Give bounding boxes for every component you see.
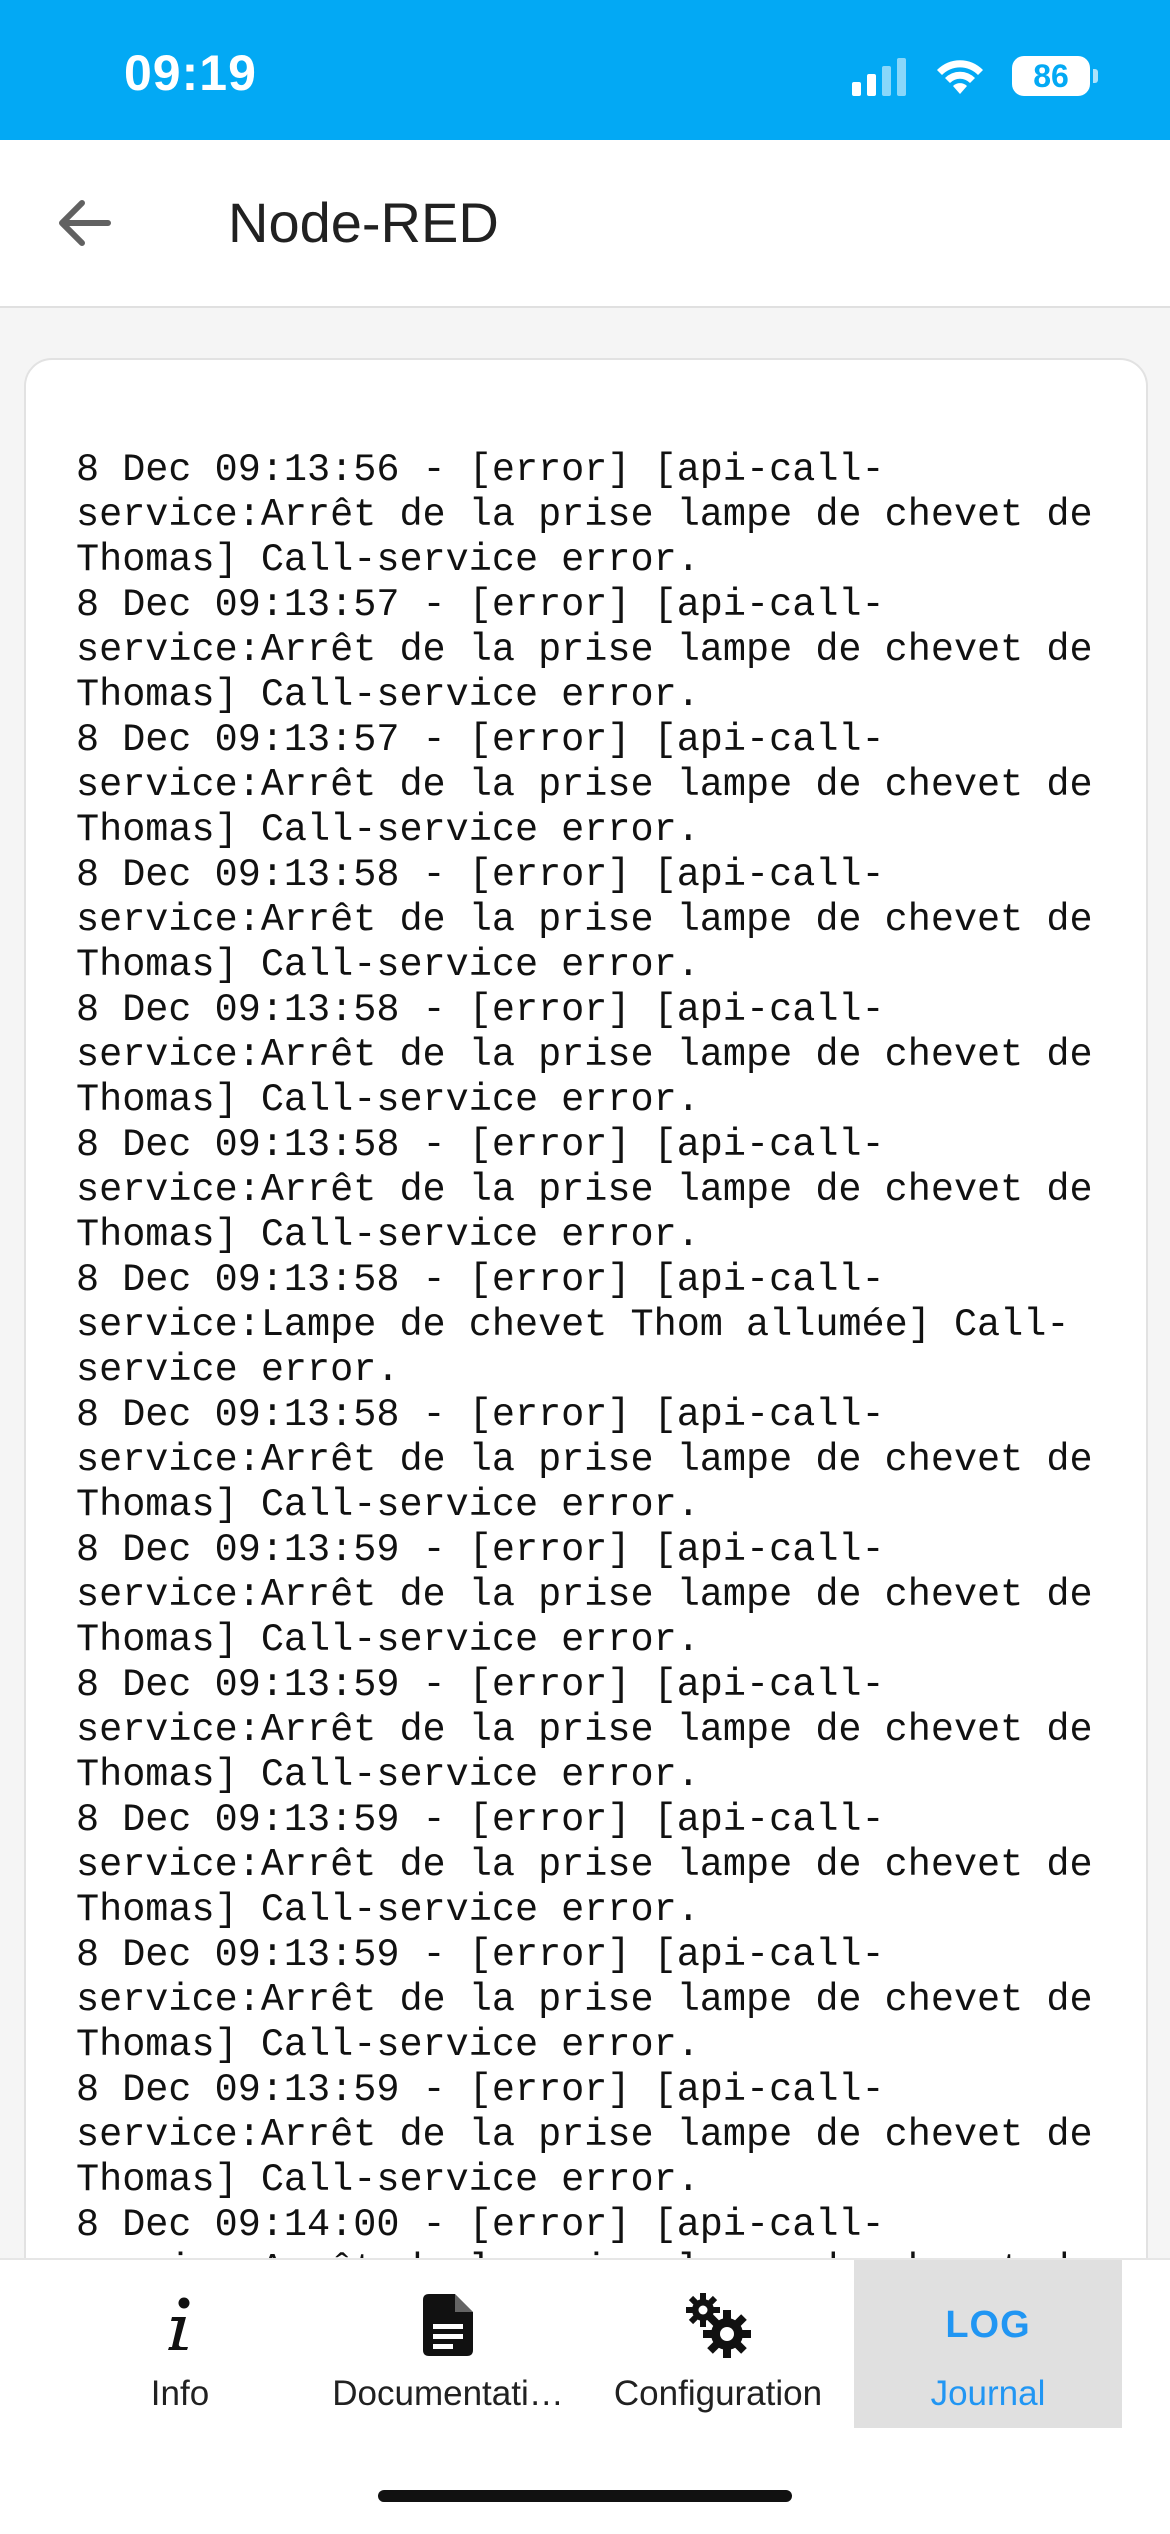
nav-label-documentation: Documentati… xyxy=(332,2374,564,2413)
log-icon: LOG xyxy=(945,2303,1031,2346)
nav-label-journal: Journal xyxy=(930,2374,1046,2413)
document-icon xyxy=(423,2294,473,2356)
home-indicator[interactable] xyxy=(378,2490,792,2502)
gears-icon xyxy=(685,2292,751,2358)
info-icon xyxy=(160,2297,200,2353)
nav-tab-documentation[interactable] xyxy=(314,2260,582,2428)
status-icons xyxy=(852,56,1090,96)
nav-label-configuration: Configuration xyxy=(613,2374,823,2413)
nav-tab-journal[interactable] xyxy=(854,2260,1122,2428)
app-header xyxy=(0,140,1170,308)
battery-icon: 86 xyxy=(1012,56,1090,96)
log-output: 8 Dec 09:13:56 - [error] [api-call-service:Arrêt de la prise lampe de chevet de Thomas] Call-service error. 8 Dec 09:13:57 - [error] [api-call-service:Arrêt de la prise lampe de chevet de Thomas] Call-service error. 8 Dec 09:13:57 - [error] [api-call-service:Arrêt de la prise lampe de chevet de Thomas] Call-service error. 8 Dec 09:13:58 - [error] [api-call-service:Arrêt de la prise lampe de chevet de Thomas] Call-service error. 8 Dec 09:13:58 - [error] [api-call-service:Arrêt de la prise lampe de chevet de Thomas] Call-service error. 8 Dec 09:13:58 - [error] [api-call-service:Arrêt de la prise lampe de chevet de Thomas] Call-service error. 8 Dec 09:13:58 - [error] [api-call-service:Lampe de chevet Thom allumée] Call-service error. 8 Dec 09:13:58 - [error] [api-call-service:Arrêt de la prise lampe de chevet de Thomas] Call-service error. 8 Dec 09:13:59 - [error] [api-call-service:Arrêt de la prise lampe de chevet de Thomas] Call-service error. 8 Dec 09:13:59 - [error] [api-call-service:Arrêt de la prise lampe de chevet de Thomas] Call-service error. 8 Dec 09:13:59 - [error] [api-call-service:Arrêt de la prise lampe de chevet de Thomas] Call-service error. 8 Dec 09:13:59 - [error] [api-call-service:Arrêt de la prise lampe de chevet de Thomas] Call-service error. 8 Dec 09:13:59 - [error] [api-call-service:Arrêt de la prise lampe de chevet de Thomas] Call-service error. 8 Dec 09:14:00 - [error] [api-call- xyxy=(76,448,1093,2247)
cellular-signal-icon xyxy=(852,56,908,96)
wifi-icon xyxy=(934,56,986,96)
status-bar xyxy=(0,0,1170,140)
nav-tab-info[interactable] xyxy=(46,2260,314,2428)
nav-tab-configuration[interactable] xyxy=(584,2260,852,2428)
page-title: Node-RED xyxy=(228,191,499,254)
back-arrow-icon[interactable] xyxy=(52,191,116,255)
status-time: 09:19 xyxy=(124,45,257,101)
nav-label-info: Info xyxy=(150,2374,210,2413)
log-card xyxy=(24,358,1148,2362)
